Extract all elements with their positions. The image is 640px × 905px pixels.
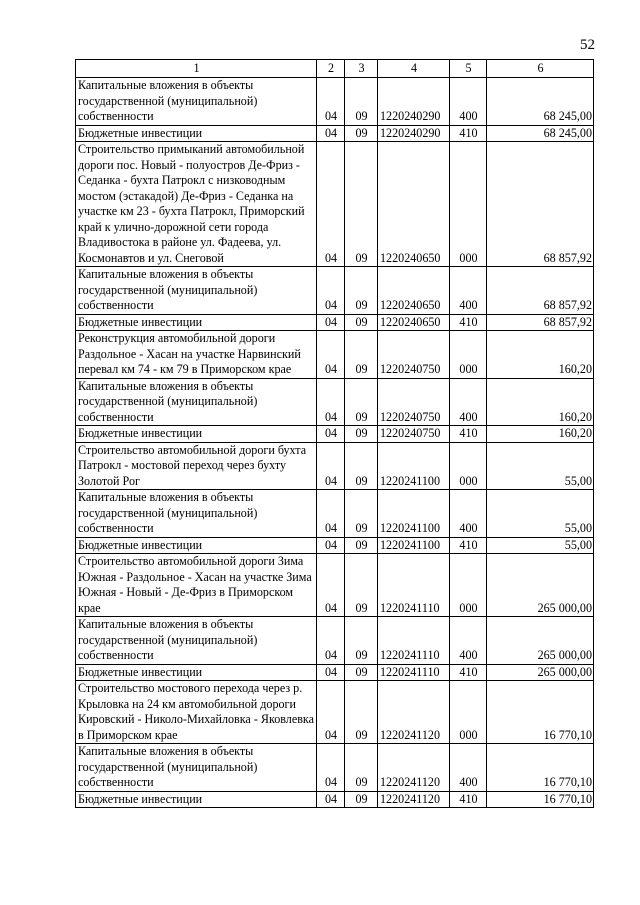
table-row bbox=[76, 744, 594, 792]
table-row bbox=[76, 681, 594, 744]
row-sum-cell: 160,20 bbox=[487, 378, 594, 426]
row-code-cell: 1220241120 bbox=[378, 681, 450, 744]
row-code-cell: 1220240290 bbox=[378, 78, 450, 126]
row-section-cell: 04 bbox=[317, 78, 345, 126]
row-sum-cell: 265 000,00 bbox=[487, 617, 594, 665]
row-subsection-cell: 09 bbox=[345, 744, 378, 792]
row-subsection-cell: 09 bbox=[345, 142, 378, 267]
row-section-cell: 04 bbox=[317, 314, 345, 331]
row-sum-cell: 68 857,92 bbox=[487, 314, 594, 331]
row-code-cell: 1220240750 bbox=[378, 426, 450, 443]
row-section-cell: 04 bbox=[317, 664, 345, 681]
row-name-cell: Строительство примыканий автомобильной дороги пос. Новый - полуостров Де-Фриз - Седанка - бухта Патрокл с низководным мостом (эстакадой) Де-Фриз - Седанка на участке км 23 - бухта Патрокл, Приморский край к улично-дорожной сети города Владивостока в районе ул. Фадеева, ул. Космонавтов и ул. Снеговой bbox=[76, 142, 317, 267]
row-subsection-cell: 09 bbox=[345, 331, 378, 379]
row-section-cell: 04 bbox=[317, 142, 345, 267]
header-col-section: 2 bbox=[317, 60, 345, 78]
row-subsection-cell: 09 bbox=[345, 791, 378, 808]
row-sum-cell: 16 770,10 bbox=[487, 791, 594, 808]
row-type-cell: 400 bbox=[450, 490, 487, 538]
table-row bbox=[76, 314, 594, 331]
row-subsection-cell: 09 bbox=[345, 664, 378, 681]
row-type-cell: 000 bbox=[450, 142, 487, 267]
row-sum-cell: 55,00 bbox=[487, 490, 594, 538]
row-code-cell: 1220241100 bbox=[378, 537, 450, 554]
table-row bbox=[76, 537, 594, 554]
row-sum-cell: 68 857,92 bbox=[487, 142, 594, 267]
page-number: 52 bbox=[580, 37, 595, 53]
row-section-cell: 04 bbox=[317, 791, 345, 808]
row-name-cell: Капитальные вложения в объекты государственной (муниципальной) собственности bbox=[76, 378, 317, 426]
table-row bbox=[76, 142, 594, 267]
table-row bbox=[76, 791, 594, 808]
row-type-cell: 400 bbox=[450, 267, 487, 315]
row-sum-cell: 160,20 bbox=[487, 426, 594, 443]
row-code-cell: 1220241110 bbox=[378, 617, 450, 665]
row-name-cell: Реконструкция автомобильной дороги Раздольное - Хасан на участке Нарвинский перевал км 74 - км 79 в Приморском крае bbox=[76, 331, 317, 379]
row-type-cell: 410 bbox=[450, 426, 487, 443]
row-section-cell: 04 bbox=[317, 442, 345, 490]
row-section-cell: 04 bbox=[317, 267, 345, 315]
row-section-cell: 04 bbox=[317, 744, 345, 792]
row-subsection-cell: 09 bbox=[345, 267, 378, 315]
row-type-cell: 400 bbox=[450, 78, 487, 126]
table-row bbox=[76, 426, 594, 443]
row-type-cell: 410 bbox=[450, 125, 487, 142]
row-name-cell: Капитальные вложения в объекты государственной (муниципальной) собственности bbox=[76, 490, 317, 538]
row-section-cell: 04 bbox=[317, 537, 345, 554]
header-col-subsection: 3 bbox=[345, 60, 378, 78]
header-row bbox=[76, 60, 594, 78]
row-sum-cell: 55,00 bbox=[487, 442, 594, 490]
row-code-cell: 1220240650 bbox=[378, 142, 450, 267]
table-row bbox=[76, 490, 594, 538]
row-type-cell: 410 bbox=[450, 537, 487, 554]
table-row bbox=[76, 267, 594, 315]
row-code-cell: 1220241100 bbox=[378, 442, 450, 490]
row-code-cell: 1220241100 bbox=[378, 490, 450, 538]
row-subsection-cell: 09 bbox=[345, 554, 378, 617]
row-section-cell: 04 bbox=[317, 331, 345, 379]
header-col-name: 1 bbox=[76, 60, 317, 78]
row-name-cell: Бюджетные инвестиции bbox=[76, 426, 317, 443]
row-name-cell: Бюджетные инвестиции bbox=[76, 791, 317, 808]
row-sum-cell: 160,20 bbox=[487, 331, 594, 379]
row-subsection-cell: 09 bbox=[345, 681, 378, 744]
row-subsection-cell: 09 bbox=[345, 314, 378, 331]
row-code-cell: 1220240650 bbox=[378, 314, 450, 331]
row-section-cell: 04 bbox=[317, 490, 345, 538]
row-name-cell: Капитальные вложения в объекты государственной (муниципальной) собственности bbox=[76, 617, 317, 665]
table-row bbox=[76, 442, 594, 490]
row-subsection-cell: 09 bbox=[345, 426, 378, 443]
row-sum-cell: 16 770,10 bbox=[487, 681, 594, 744]
row-sum-cell: 16 770,10 bbox=[487, 744, 594, 792]
table-body bbox=[76, 78, 594, 808]
row-sum-cell: 265 000,00 bbox=[487, 554, 594, 617]
row-code-cell: 1220241120 bbox=[378, 791, 450, 808]
row-name-cell: Бюджетные инвестиции bbox=[76, 537, 317, 554]
row-section-cell: 04 bbox=[317, 617, 345, 665]
row-code-cell: 1220240750 bbox=[378, 378, 450, 426]
row-type-cell: 000 bbox=[450, 442, 487, 490]
row-name-cell: Капитальные вложения в объекты государственной (муниципальной) собственности bbox=[76, 744, 317, 792]
row-code-cell: 1220240650 bbox=[378, 267, 450, 315]
header-col-code: 4 bbox=[378, 60, 450, 78]
row-code-cell: 1220241110 bbox=[378, 664, 450, 681]
budget-table bbox=[75, 59, 594, 808]
row-name-cell: Строительство автомобильной дороги Зима Южная - Раздольное - Хасан на участке Зима Южная - Новый - Де-Фриз в Приморском крае bbox=[76, 554, 317, 617]
table-row bbox=[76, 378, 594, 426]
row-code-cell: 1220241110 bbox=[378, 554, 450, 617]
row-sum-cell: 68 245,00 bbox=[487, 78, 594, 126]
row-subsection-cell: 09 bbox=[345, 378, 378, 426]
row-sum-cell: 68 857,92 bbox=[487, 267, 594, 315]
row-type-cell: 410 bbox=[450, 664, 487, 681]
row-section-cell: 04 bbox=[317, 554, 345, 617]
table-row bbox=[76, 331, 594, 379]
row-section-cell: 04 bbox=[317, 378, 345, 426]
row-sum-cell: 265 000,00 bbox=[487, 664, 594, 681]
table-row bbox=[76, 664, 594, 681]
row-code-cell: 1220241120 bbox=[378, 744, 450, 792]
row-subsection-cell: 09 bbox=[345, 537, 378, 554]
row-type-cell: 000 bbox=[450, 331, 487, 379]
row-subsection-cell: 09 bbox=[345, 125, 378, 142]
row-code-cell: 1220240290 bbox=[378, 125, 450, 142]
row-type-cell: 400 bbox=[450, 378, 487, 426]
row-type-cell: 000 bbox=[450, 681, 487, 744]
row-subsection-cell: 09 bbox=[345, 78, 378, 126]
row-section-cell: 04 bbox=[317, 125, 345, 142]
row-name-cell: Бюджетные инвестиции bbox=[76, 125, 317, 142]
header-col-sum: 6 bbox=[487, 60, 594, 78]
row-name-cell: Капитальные вложения в объекты государственной (муниципальной) собственности bbox=[76, 78, 317, 126]
table-row bbox=[76, 78, 594, 126]
table-row bbox=[76, 125, 594, 142]
row-subsection-cell: 09 bbox=[345, 617, 378, 665]
row-name-cell: Строительство мостового перехода через р. Крыловка на 24 км автомобильной дороги Кировский - Николо-Михайловка - Яковлевка в Приморском крае bbox=[76, 681, 317, 744]
row-name-cell: Капитальные вложения в объекты государственной (муниципальной) собственности bbox=[76, 267, 317, 315]
row-type-cell: 400 bbox=[450, 617, 487, 665]
row-subsection-cell: 09 bbox=[345, 442, 378, 490]
row-sum-cell: 55,00 bbox=[487, 537, 594, 554]
row-name-cell: Бюджетные инвестиции bbox=[76, 314, 317, 331]
header-col-type: 5 bbox=[450, 60, 487, 78]
row-type-cell: 410 bbox=[450, 791, 487, 808]
row-type-cell: 000 bbox=[450, 554, 487, 617]
row-name-cell: Строительство автомобильной дороги бухта Патрокл - мостовой переход через бухту Золотой Рог bbox=[76, 442, 317, 490]
table-row bbox=[76, 617, 594, 665]
row-name-cell: Бюджетные инвестиции bbox=[76, 664, 317, 681]
row-section-cell: 04 bbox=[317, 426, 345, 443]
row-type-cell: 400 bbox=[450, 744, 487, 792]
row-subsection-cell: 09 bbox=[345, 490, 378, 538]
row-type-cell: 410 bbox=[450, 314, 487, 331]
table-row bbox=[76, 554, 594, 617]
row-section-cell: 04 bbox=[317, 681, 345, 744]
row-code-cell: 1220240750 bbox=[378, 331, 450, 379]
row-sum-cell: 68 245,00 bbox=[487, 125, 594, 142]
